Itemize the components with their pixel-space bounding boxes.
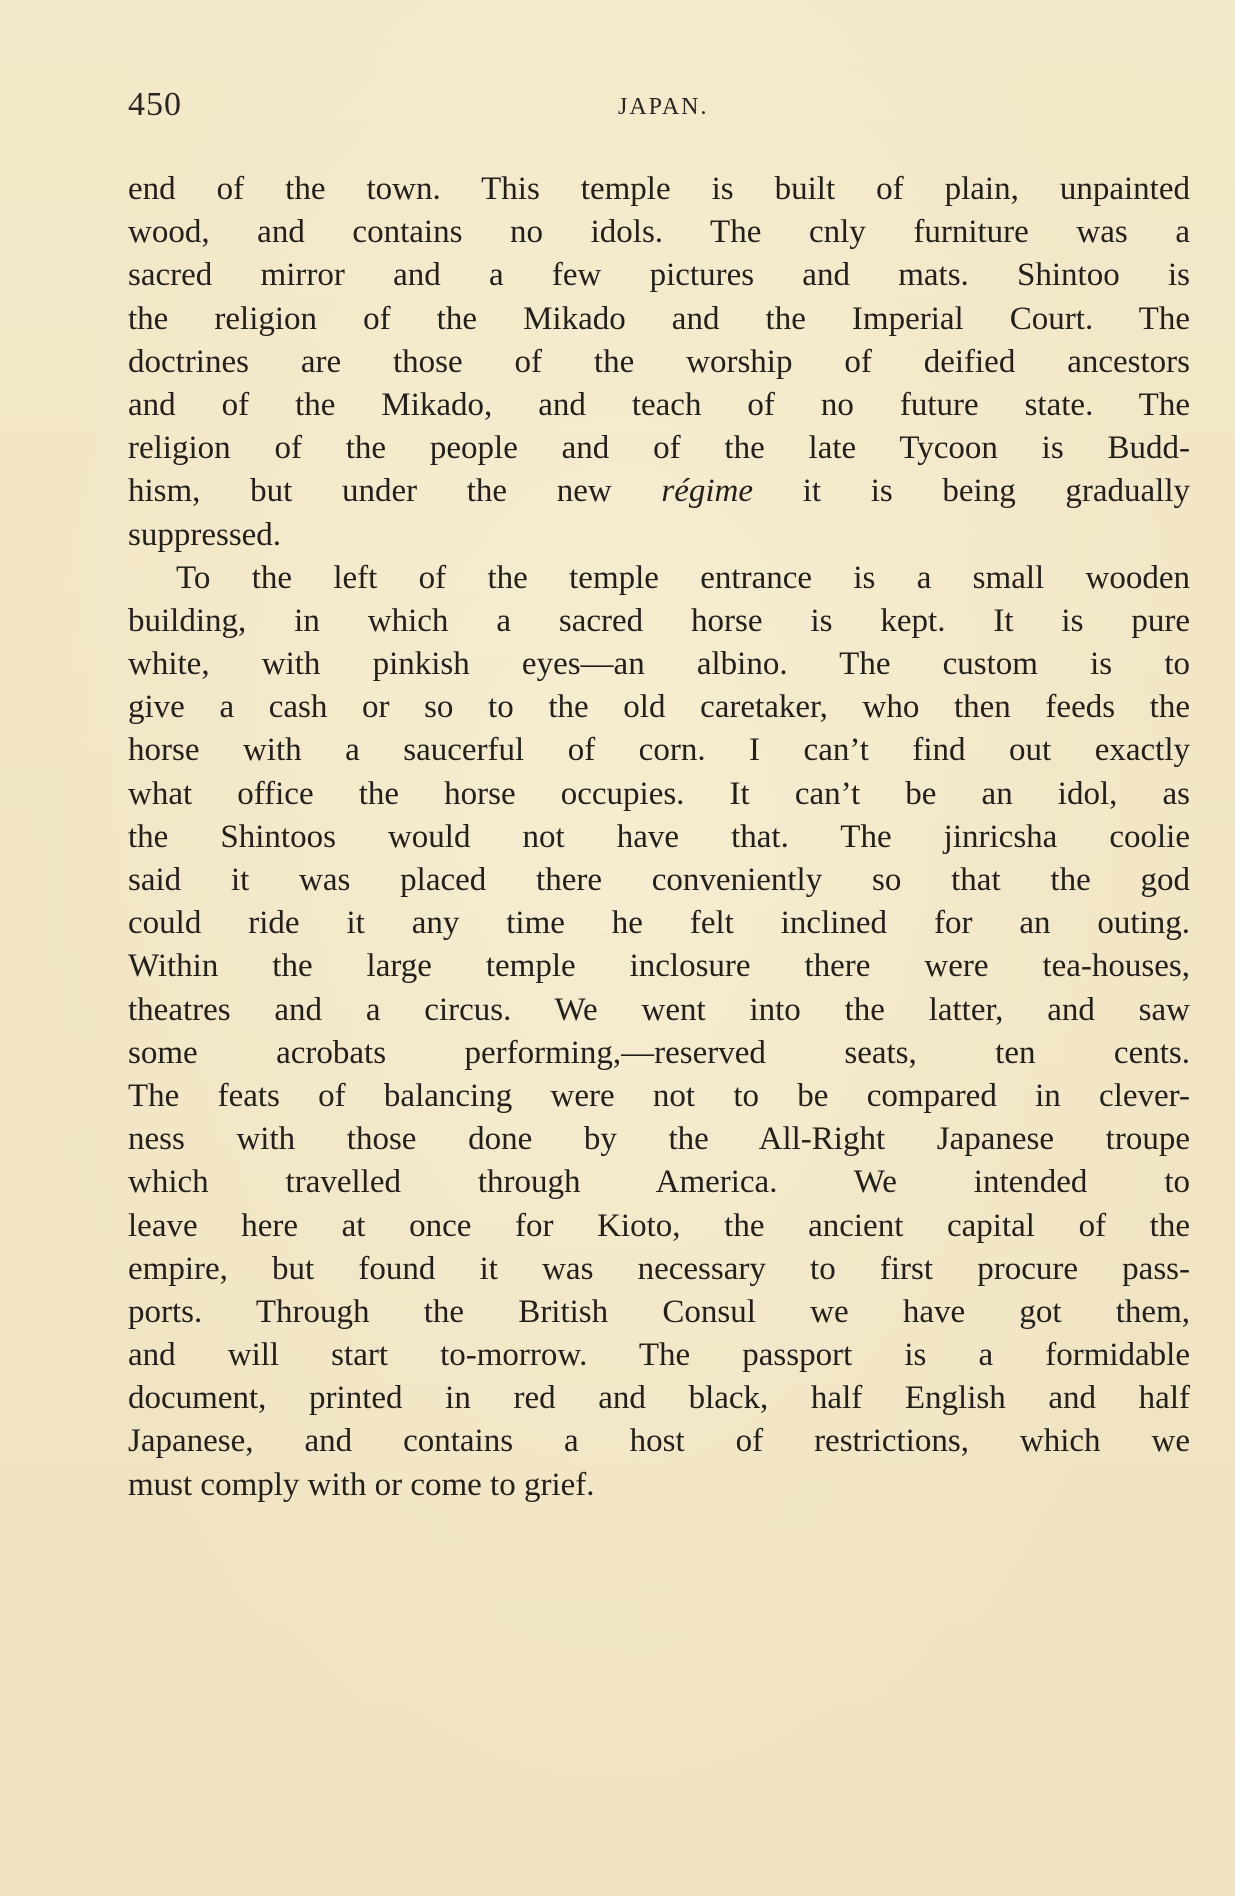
- page-header: [128, 86, 1190, 130]
- body-text: [128, 168, 1190, 1507]
- text-line: end of the town. This temple is built of plain, unpainted: [128, 171, 1190, 207]
- text-line: what office the horse occupies. It can’t be an idol, as: [128, 775, 1190, 812]
- text-line: [128, 470, 1190, 513]
- text-line: the Shintoos would not have that. The jinricsha coolie: [128, 818, 1190, 855]
- text-line: white, with pinkish eyes—an albino. The custom is to: [128, 646, 1190, 683]
- text-line: building, in which a sacred horse is kept. It is pure: [128, 602, 1190, 639]
- text-line: wood, and contains no idols. The cnly furniture was a: [128, 214, 1190, 251]
- text-line: theatres and a circus. We went into the latter, and saw: [128, 991, 1190, 1028]
- text-line: ports. Through the British Consul we have got them,: [128, 1293, 1190, 1330]
- text-line: ness with those done by the All-Right Japanese troupe: [128, 1121, 1190, 1158]
- text-line: give a cash or so to the old caretaker, who then feeds the: [128, 689, 1190, 726]
- text-line: The feats of balancing were not to be compared in clever-: [128, 1077, 1190, 1114]
- text-line: leave here at once for Kioto, the ancient capital of the: [128, 1207, 1190, 1244]
- page-number: 450: [128, 86, 182, 123]
- running-head: JAPAN.: [618, 94, 709, 120]
- text-line: Within the large temple inclosure there were tea-houses,: [128, 948, 1190, 985]
- text-line: sacred mirror and a few pictures and mats. Shintoo is: [128, 257, 1190, 294]
- text-segment: hism, but under the new: [128, 473, 662, 510]
- text-line: and of the Mikado, and teach of no future state. The: [128, 386, 1190, 423]
- italic-word: régime: [661, 473, 754, 510]
- text-line: religion of the people and of the late Tycoon is Budd-: [128, 430, 1190, 467]
- text-line: some acrobats performing,—reserved seats, ten cents.: [128, 1034, 1190, 1071]
- text-segment: it is being gradually: [753, 473, 1190, 510]
- text-line: could ride it any time he felt inclined for an outing.: [128, 905, 1190, 942]
- text-line: document, printed in red and black, half English and half: [128, 1380, 1190, 1417]
- text-line: horse with a saucerful of corn. I can’t find out exactly: [128, 732, 1190, 769]
- text-line: the religion of the Mikado and the Imperial Court. The: [128, 300, 1190, 337]
- text-line: must comply with or come to grief.: [128, 1466, 595, 1503]
- text-line: which travelled through America. We intended to: [128, 1164, 1190, 1201]
- text-line: doctrines are those of the worship of deified ancestors: [128, 343, 1190, 380]
- text-line: suppressed.: [128, 516, 282, 553]
- text-line: Japanese, and contains a host of restrictions, which we: [128, 1423, 1190, 1460]
- text-line: and will start to-morrow. The passport is a formidable: [128, 1337, 1190, 1374]
- paragraph-first-line: To the left of the temple entrance is a small wooden: [176, 559, 1190, 596]
- text-line: said it was placed there conveniently so that the god: [128, 862, 1190, 898]
- text-line: empire, but found it was necessary to first procure pass-: [128, 1250, 1190, 1287]
